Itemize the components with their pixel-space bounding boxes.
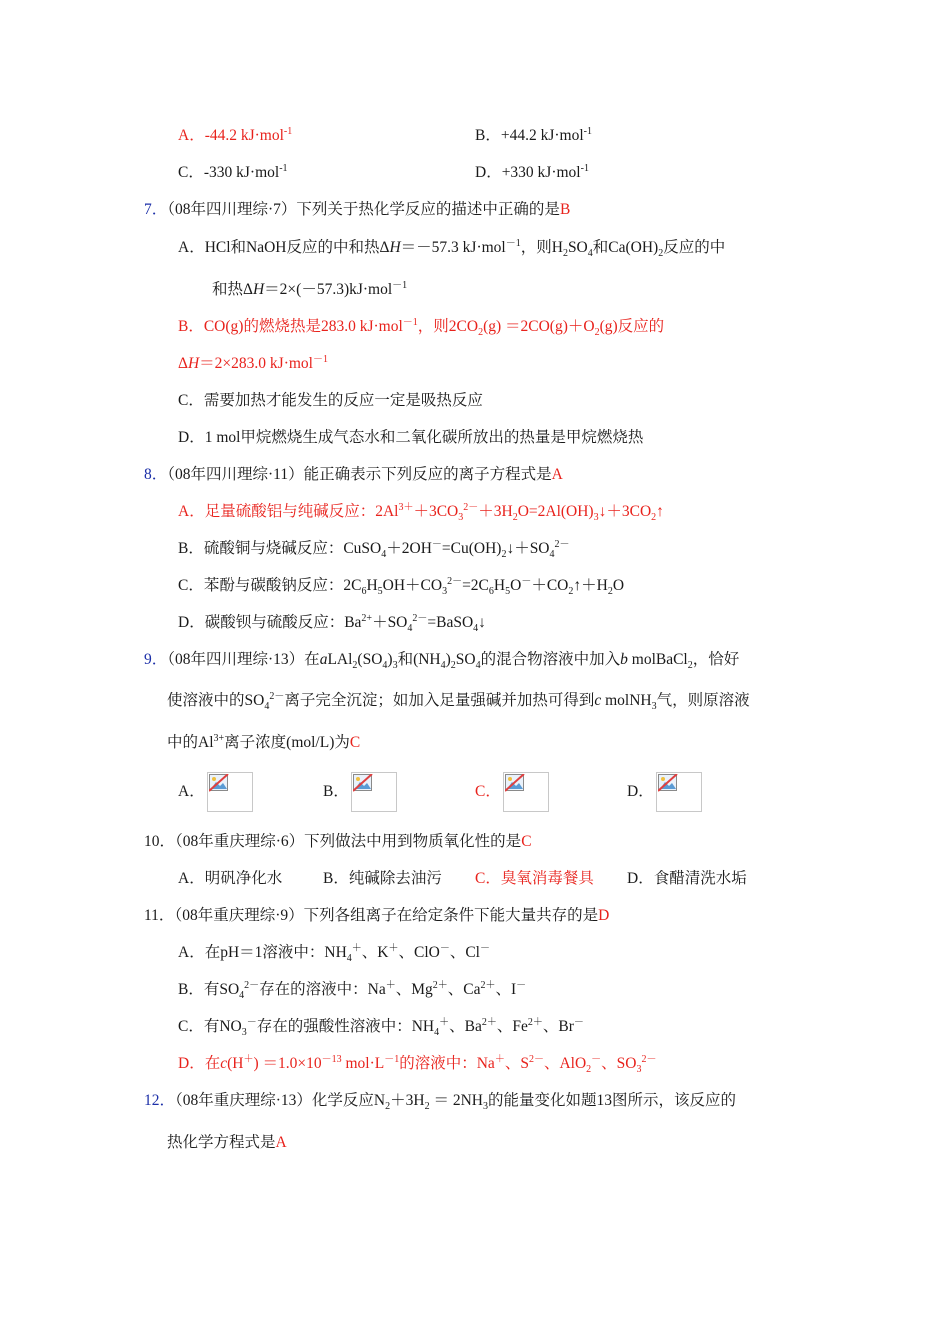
- t: molBaCl: [627, 651, 688, 668]
- sup: 2－: [244, 979, 260, 991]
- sup: 2－: [641, 1053, 657, 1065]
- sup: －: [246, 1016, 257, 1028]
- t: 、Br: [542, 1018, 574, 1035]
- t: A．HCl和NaOH反应的中和热Δ: [178, 239, 390, 256]
- t: OH＋CO: [382, 577, 443, 594]
- sub: 3: [458, 512, 464, 524]
- t: 气，则原溶液: [656, 692, 750, 709]
- sub: 2: [424, 1101, 430, 1113]
- t: SO: [455, 651, 476, 668]
- sub: 3: [651, 701, 657, 713]
- t: ，则H: [520, 239, 563, 256]
- q6-option-a: [178, 126, 292, 146]
- t: 、Mg: [395, 981, 433, 998]
- t: 和Ca(OH): [592, 239, 659, 256]
- t: ↓＋SO: [506, 540, 550, 557]
- sub: 4: [434, 1027, 440, 1039]
- q12-stem-line1: [144, 1091, 736, 1111]
- q6-option-c-text: C．-330 kJ·mol: [178, 164, 280, 181]
- sup: －: [431, 538, 442, 550]
- t: 离子浓度(mol/L)为: [224, 734, 350, 751]
- t: (g) ＝2CO(g)＋O: [483, 318, 595, 335]
- t: 存在的溶液中：Na: [259, 981, 386, 998]
- sup: －: [516, 979, 527, 991]
- q7-option-d: D．1 mol甲烷燃烧生成气态水和二氧化碳所放出的热量是甲烷燃烧热: [178, 429, 644, 446]
- sub: 3: [392, 660, 398, 672]
- t: ＋3H: [390, 1092, 425, 1109]
- t: D．在: [178, 1055, 221, 1072]
- q10-option-b: B．纯碱除去油污: [323, 870, 442, 887]
- t: b: [620, 651, 628, 668]
- t: =Cu(OH): [441, 540, 502, 557]
- q8-option-c: [178, 576, 624, 596]
- question-number: 10．: [144, 833, 176, 850]
- q10-stem: [144, 832, 532, 852]
- q9-option-d: [627, 772, 702, 812]
- sup: －1: [312, 353, 328, 365]
- t: H: [187, 355, 200, 372]
- sub: 4: [549, 549, 555, 561]
- sub: 4: [346, 953, 352, 965]
- question-number: 11．: [144, 907, 175, 924]
- t: c: [220, 1055, 228, 1072]
- t: H: [366, 577, 378, 594]
- q7-option-a-line1: [178, 238, 725, 258]
- sup: 3＋: [398, 501, 414, 513]
- option-label: A．: [178, 783, 205, 800]
- t: 、K: [361, 944, 389, 961]
- t: C．苯酚与碳酸钠反应：2C: [178, 577, 362, 594]
- t: C．有NO: [178, 1018, 242, 1035]
- question-text: （08年四川理综·7）下列关于热化学反应的描述中正确的是: [167, 201, 560, 218]
- sub: 2: [501, 549, 507, 561]
- sub: 5: [377, 586, 383, 598]
- t: （08年重庆理综·13）化学反应N: [175, 1092, 386, 1109]
- sub: 3: [636, 1064, 642, 1076]
- t: 反应的中: [663, 239, 726, 256]
- sub: 3: [482, 1101, 488, 1113]
- t: 中的Al: [167, 734, 214, 751]
- t: ＝ 2NH: [429, 1092, 483, 1109]
- t: ＋3CO: [413, 503, 459, 520]
- sub: 2: [512, 512, 518, 524]
- sup: －13: [321, 1053, 342, 1065]
- sub: 2: [658, 248, 664, 260]
- t: 、I: [495, 981, 517, 998]
- q7-option-b-line1: [178, 317, 664, 337]
- q9-option-c: [475, 772, 549, 812]
- t: 、SO: [601, 1055, 637, 1072]
- q10-option-d: D．食醋清洗水垢: [627, 870, 747, 887]
- t: ↑＋H: [573, 577, 608, 594]
- sup: －: [521, 575, 532, 587]
- t: H: [252, 281, 265, 298]
- broken-image-icon: [207, 772, 253, 812]
- t: ＝2×283.0 kJ·mol: [199, 355, 313, 372]
- q6-option-b: [475, 126, 592, 146]
- t: O: [612, 577, 625, 594]
- sub: 2: [607, 586, 613, 598]
- question-text: （08年重庆理综·6）下列做法中用到物质氧化性的是: [175, 833, 522, 850]
- broken-image-icon: [503, 772, 549, 812]
- q9-option-a: [178, 772, 253, 812]
- sub: 3: [241, 1027, 247, 1039]
- t: H: [389, 239, 401, 256]
- t: 、Ba: [449, 1018, 482, 1035]
- sub: 2: [651, 512, 657, 524]
- sub: 4: [440, 660, 446, 672]
- sub: 3: [442, 586, 448, 598]
- sub: 4: [382, 660, 388, 672]
- option-label: B．: [323, 783, 349, 800]
- t: ↑: [656, 503, 664, 520]
- q12-stem-line2: [167, 1133, 287, 1153]
- answer-key: C: [521, 833, 532, 850]
- question-number: 8．: [144, 466, 168, 483]
- t: Δ: [178, 355, 188, 372]
- t: A．在pH＝1溶液中：NH: [178, 944, 347, 961]
- q8-stem: [144, 465, 563, 485]
- sup: ＋: [439, 1016, 450, 1028]
- q6-option-c: [178, 163, 288, 183]
- t: ＝2×(－57.3)kJ·mol: [264, 281, 393, 298]
- q6-option-b-text: B．+44.2 kJ·mol: [475, 127, 584, 144]
- t: 、Ca: [447, 981, 481, 998]
- t: 、ClO: [398, 944, 440, 961]
- sub: 2: [385, 1101, 391, 1113]
- t: 和(NH: [397, 651, 441, 668]
- q11-stem: [144, 906, 609, 926]
- q9-option-b: [323, 772, 397, 812]
- sup: －: [439, 942, 450, 954]
- option-label: C．: [475, 783, 501, 800]
- sup: －1: [392, 279, 408, 291]
- t: 离子完全沉淀；如加入足量强碱并加热可得到: [284, 692, 595, 709]
- question-number: 12．: [144, 1092, 176, 1109]
- sup: －1: [384, 1053, 400, 1065]
- t: =BaSO: [427, 614, 474, 631]
- t: (g)反应的: [599, 318, 665, 335]
- sub: 2: [478, 327, 484, 339]
- sub: 4: [381, 549, 387, 561]
- sup: 2－: [412, 612, 428, 624]
- sup: 2＋: [527, 1016, 543, 1028]
- sub: 6: [361, 586, 367, 598]
- q7-option-a-line2: [212, 280, 407, 300]
- sup: 2＋: [432, 979, 448, 991]
- t: ↓＋3CO: [598, 503, 652, 520]
- sub: 4: [587, 248, 593, 260]
- t: (SO: [357, 651, 383, 668]
- q6-option-a-text: A．-44.2 kJ·mol: [178, 127, 284, 144]
- q6-option-d-text: D．+330 kJ·mol: [475, 164, 581, 181]
- sup: 2－: [269, 690, 285, 702]
- answer-key: A: [275, 1134, 287, 1151]
- t: （08年四川理综·13）在: [167, 651, 320, 668]
- t: 的能量变化如题13图所示，该反应的: [487, 1092, 736, 1109]
- q9-stem-line3: [167, 733, 360, 753]
- sub: 5: [505, 586, 511, 598]
- sup: －1: [402, 316, 418, 328]
- answer-key: B: [559, 201, 571, 218]
- t: H: [493, 577, 506, 594]
- q8-option-a: [178, 502, 664, 522]
- t: ，则2CO: [417, 318, 479, 335]
- sup: 2+: [361, 612, 373, 624]
- t: ): [445, 651, 451, 668]
- q10-option-c: C．臭氧消毒餐具: [475, 870, 594, 887]
- sup: 2－: [463, 501, 479, 513]
- sup: 2－: [554, 538, 570, 550]
- t: ，恰好: [692, 651, 740, 668]
- sup: ＋: [385, 979, 396, 991]
- sub: 2: [562, 248, 568, 260]
- t: =2C: [462, 577, 489, 594]
- t: B．CO(g)的燃烧热是283.0 kJ·mol: [178, 318, 403, 335]
- q10-option-a: A．明矾净化水: [178, 870, 283, 887]
- sub: 2: [352, 660, 358, 672]
- t: ＋CO: [531, 577, 569, 594]
- t: A．足量硫酸铝与纯碱反应：2Al: [178, 503, 399, 520]
- answer-key: D: [598, 907, 610, 924]
- t: B．有SO: [178, 981, 240, 998]
- sub: 2: [594, 327, 600, 339]
- sup: 2－: [528, 1053, 544, 1065]
- q8-option-b: [178, 539, 570, 559]
- q11-option-d: [178, 1054, 656, 1074]
- sup: －: [479, 942, 490, 954]
- sub: 3: [593, 512, 599, 524]
- t: ↓: [478, 614, 486, 631]
- t: 存在的强酸性溶液中：NH: [256, 1018, 435, 1035]
- t: ＋SO: [372, 614, 408, 631]
- sup: ＋: [388, 942, 399, 954]
- q6-option-d: [475, 163, 589, 183]
- sup: －: [573, 1016, 584, 1028]
- q8-option-d: [178, 613, 486, 633]
- sub: 2: [586, 1064, 592, 1076]
- question-number: 9．: [144, 651, 168, 668]
- sub: 2: [568, 586, 574, 598]
- t: 使溶液中的SO: [167, 692, 265, 709]
- sup: ＋: [494, 1053, 505, 1065]
- answer-key: A: [551, 466, 563, 483]
- sub: 4: [407, 623, 413, 635]
- q11-option-a: [178, 943, 490, 963]
- t: ) ＝1.0×10: [253, 1055, 322, 1072]
- t: mol·L: [341, 1055, 385, 1072]
- q7-stem: [144, 200, 570, 220]
- q7-option-b-line2: [178, 354, 328, 374]
- t: molNH: [601, 692, 652, 709]
- t: 的混合物溶液中加入: [480, 651, 621, 668]
- q11-option-c: [178, 1017, 584, 1037]
- sub: 2: [450, 660, 456, 672]
- sub: 4: [473, 623, 479, 635]
- t: ＋2OH: [386, 540, 432, 557]
- broken-image-icon: [351, 772, 397, 812]
- sup: 3+: [213, 732, 225, 744]
- sup: ＋: [243, 1053, 254, 1065]
- t: 、Fe: [496, 1018, 528, 1035]
- t: SO: [567, 239, 588, 256]
- question-text: （08年重庆理综·9）下列各组离子在给定条件下能大量共存的是: [174, 907, 599, 924]
- sub: 2: [687, 660, 693, 672]
- sup: -1: [279, 162, 288, 174]
- sup: -1: [580, 162, 589, 174]
- sup: -1: [283, 125, 293, 137]
- t: a: [319, 651, 328, 668]
- t: O=2Al(OH): [517, 503, 594, 520]
- t: 、S: [504, 1055, 529, 1072]
- sub: 6: [488, 586, 494, 598]
- q9-stem-line1: [144, 650, 739, 670]
- t: (H: [227, 1055, 244, 1072]
- t: 和热Δ: [212, 281, 253, 298]
- sup: ＋: [351, 942, 362, 954]
- t: 热化学方程式是: [167, 1134, 276, 1151]
- t: LAl: [327, 651, 353, 668]
- question-text: （08年四川理综·11）能正确表示下列反应的离子方程式是: [167, 466, 552, 483]
- option-label: D．: [627, 783, 654, 800]
- t: B．硫酸铜与烧碱反应：CuSO: [178, 540, 382, 557]
- sub: 4: [264, 701, 270, 713]
- sub: 4: [239, 990, 245, 1002]
- t: 的溶液中：Na: [399, 1055, 495, 1072]
- q7-option-c: C．需要加热才能发生的反应一定是吸热反应: [178, 392, 483, 409]
- sup: －1: [505, 237, 521, 249]
- t: ): [387, 651, 393, 668]
- t: D．碳酸钡与硫酸反应：Ba: [178, 614, 362, 631]
- sup: 2－: [447, 575, 463, 587]
- sup: 2＋: [480, 979, 496, 991]
- t: 、Cl: [449, 944, 480, 961]
- t: ＋3H: [478, 503, 513, 520]
- sup: 2＋: [481, 1016, 497, 1028]
- question-number: 7．: [144, 201, 168, 218]
- q9-stem-line2: [167, 691, 750, 711]
- sup: －: [591, 1053, 602, 1065]
- t: c: [594, 692, 602, 709]
- sup: -1: [583, 125, 592, 137]
- answer-key: C: [349, 734, 361, 751]
- t: O: [510, 577, 522, 594]
- sub: 4: [475, 660, 481, 672]
- t: 、AlO: [543, 1055, 587, 1072]
- t: ＝－57.3 kJ·mol: [400, 239, 506, 256]
- q11-option-b: [178, 980, 526, 1000]
- broken-image-icon: [656, 772, 702, 812]
